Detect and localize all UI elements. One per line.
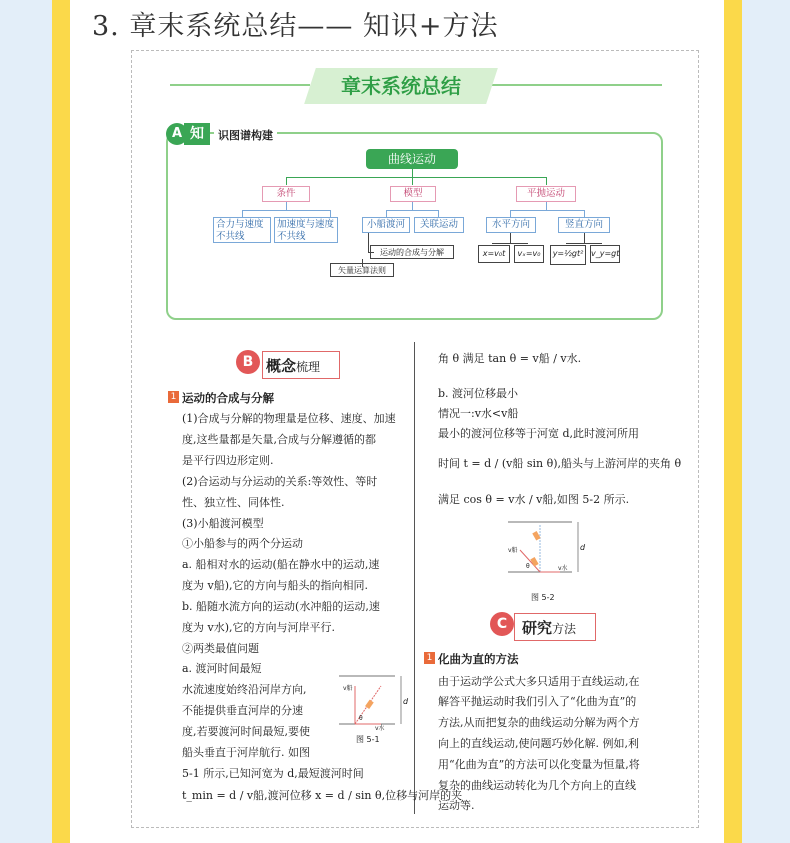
- text-line: 不能提供垂直河岸的分速: [182, 704, 303, 717]
- banner-line-left: [170, 84, 310, 86]
- text-line: 度,若要渡河时间最短,要使: [182, 725, 310, 738]
- figure-5-1: [335, 672, 407, 732]
- section-b-letter: B: [236, 350, 260, 374]
- text-line: 性、独立性、同体性.: [182, 496, 285, 509]
- connector: [510, 210, 511, 217]
- text-line: ②两类最值问题: [182, 642, 259, 655]
- text-line: (1)合成与分解的物理量是位移、速度、加速: [182, 412, 396, 425]
- text-line: 满足 cos θ = v水 / v船,如图 5-2 所示.: [438, 493, 630, 506]
- mindmap-vector-rule: 矢量运算法则: [330, 263, 394, 277]
- text-line: 度为 v水),它的方向与河岸平行.: [182, 621, 335, 634]
- mindmap-cond-1: 合力与速度 不共线: [213, 217, 271, 243]
- text-line: b. 渡河位移最小: [438, 387, 519, 400]
- mindmap-root: 曲线运动: [366, 149, 458, 169]
- connector: [242, 210, 330, 211]
- boat-velocity-arrow: [520, 550, 540, 572]
- figure-5-2-caption: 图 5-2: [531, 593, 555, 602]
- connector: [286, 177, 287, 185]
- connector: [438, 210, 439, 217]
- text-line: t_min = d / v船,渡河位移 x = d / sin θ,位移与河岸的夹: [182, 789, 463, 802]
- text-line: 用“化曲为直”的方法可以化变量为恒量,将: [438, 758, 640, 771]
- banner-line-right: [492, 84, 662, 86]
- connector: [412, 177, 413, 185]
- boat-shape-2: [530, 557, 538, 566]
- connector: [566, 243, 602, 244]
- mindmap-synthesis: 运动的合成与分解: [370, 245, 454, 259]
- mindmap-vertical: 竖直方向: [558, 217, 610, 233]
- connector: [412, 169, 413, 177]
- mindmap-projectile: 平抛运动: [516, 186, 576, 202]
- connector: [386, 210, 387, 217]
- right-item-title: 化曲为直的方法: [438, 652, 519, 666]
- text-line: 方法,从而把复杂的曲线运动分解为两个方: [438, 716, 640, 729]
- text-line: ①小船参与的两个分运动: [182, 537, 303, 550]
- connector: [386, 210, 438, 211]
- banner-title: 章末系统总结: [341, 74, 461, 98]
- connector: [242, 210, 243, 217]
- mindmap-cond-2: 加速度与速度 不共线: [274, 217, 338, 243]
- section-a-title: 识图谱构建: [214, 127, 277, 143]
- figure-5-1-caption: 图 5-1: [356, 735, 380, 744]
- svg-text:v水: v水: [375, 725, 385, 732]
- svg-text:v船: v船: [508, 547, 518, 554]
- text-line: 复杂的曲线运动转化为几个方向上的直线: [438, 779, 636, 792]
- mindmap-condition: 条件: [262, 186, 310, 202]
- connector: [286, 177, 546, 178]
- svg-text:v船: v船: [343, 685, 353, 692]
- connector: [286, 202, 287, 210]
- connector: [510, 210, 584, 211]
- text-line: 解答平抛运动时我们引入了“化曲为直”的: [438, 695, 637, 708]
- connector: [492, 243, 528, 244]
- text-line: 情况一:v水<v船: [438, 407, 519, 420]
- text-line: 角 θ 满足 tan θ = v船 / v水.: [438, 352, 582, 365]
- svg-text:d: d: [580, 543, 586, 552]
- text-line: (3)小船渡河模型: [182, 517, 264, 530]
- connector: [546, 202, 547, 210]
- text-line: 5-1 所示,已知河宽为 d,最短渡河时间: [182, 767, 364, 780]
- connector: [584, 210, 585, 217]
- connector: [584, 233, 585, 243]
- connector: [368, 233, 369, 252]
- svg-text:θ: θ: [526, 563, 530, 570]
- section-c-title: 研究方法: [522, 619, 577, 637]
- left-item-title: 运动的合成与分解: [182, 391, 274, 405]
- formula-y: y=½gt²: [550, 245, 586, 265]
- text-line: 船头垂直于河岸航行. 如图: [182, 746, 310, 759]
- item-number-badge: 1: [424, 652, 435, 664]
- text-line: b. 船随水流方向的运动(水冲船的运动,速: [182, 600, 380, 613]
- formula-vy: v_y=gt: [590, 245, 620, 263]
- section-a-letter: A: [166, 123, 188, 145]
- text-line: 是平行四边形定则.: [182, 454, 274, 467]
- mindmap-linked: 关联运动: [414, 217, 464, 233]
- connector: [546, 177, 547, 185]
- column-divider: [414, 342, 415, 814]
- mindmap-model: 模型: [390, 186, 436, 202]
- text-line: a. 渡河时间最短: [182, 662, 262, 675]
- text-line: (2)合运动与分运动的关系:等效性、等时: [182, 475, 378, 488]
- mindmap-horizontal: 水平方向: [486, 217, 536, 233]
- section-b-title: 概念梳理: [266, 357, 321, 375]
- text-line: 度为 v船),它的方向与船头的指向相同.: [182, 579, 368, 592]
- section-c-letter: C: [490, 612, 514, 636]
- mindmap-boat: 小船渡河: [362, 217, 410, 233]
- formula-vx: vₓ=v₀: [514, 245, 544, 263]
- text-line: 水流速度始终沿河岸方向,: [182, 683, 307, 696]
- text-line: 由于运动学公式大多只适用于直线运动,在: [438, 675, 640, 688]
- text-line: 运动等.: [438, 799, 475, 812]
- item-number-badge: 1: [168, 391, 179, 403]
- svg-text:v水: v水: [558, 565, 568, 572]
- text-line: 度,这些量都是矢量,合成与分解遵循的都: [182, 433, 376, 446]
- text-line: 向上的直线运动,使问题巧妙化解. 例如,利: [438, 737, 639, 750]
- connector: [510, 233, 511, 243]
- text-line: 时间 t = d / (v船 sin θ),船头与上游河岸的夹角 θ: [438, 457, 682, 470]
- connector: [412, 202, 413, 210]
- page-heading: 3. 章末系统总结—— 知识+方法: [92, 11, 499, 42]
- connector: [330, 210, 331, 217]
- formula-x: x=v₀t: [478, 245, 510, 263]
- figure-5-2: [506, 520, 586, 576]
- section-a-box: 知: [184, 123, 210, 145]
- text-line: a. 船相对水的运动(船在静水中的运动,速: [182, 558, 380, 571]
- boat-shape: [532, 531, 540, 540]
- svg-text:θ: θ: [359, 715, 363, 722]
- text-line: 最小的渡河位移等于河宽 d,此时渡河所用: [438, 427, 640, 440]
- svg-text:d: d: [403, 697, 409, 706]
